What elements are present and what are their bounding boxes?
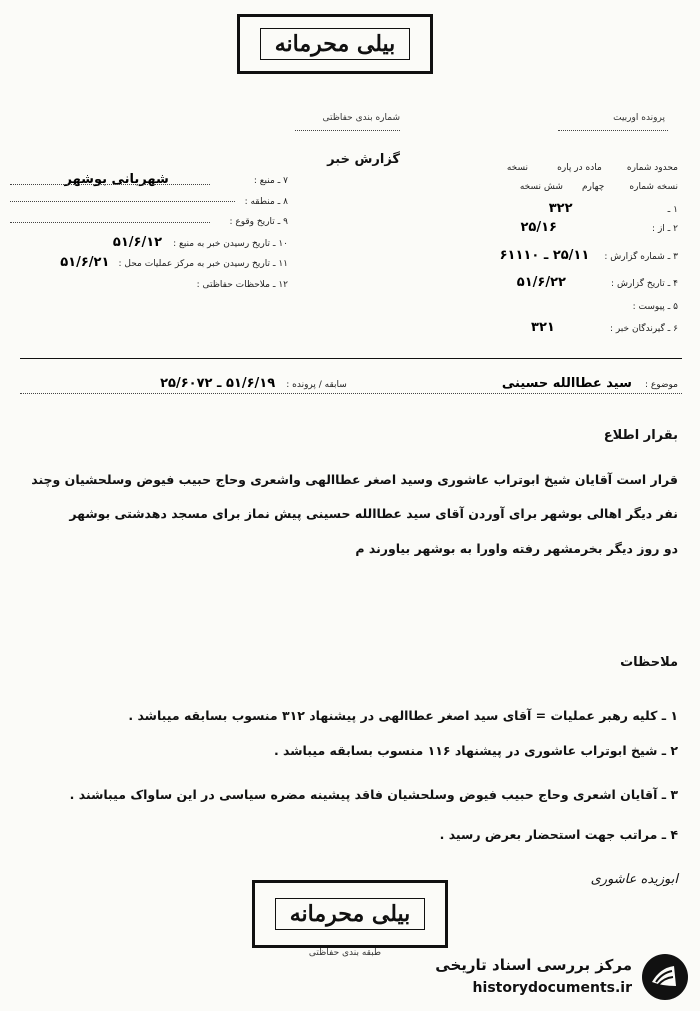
- right-field-label: محدود شماره: [626, 163, 678, 173]
- right-field-value: ماده در پاره: [557, 163, 602, 173]
- right-field-extra: شش نسخه: [519, 182, 563, 192]
- right-field-copy-number: [428, 174, 678, 193]
- classification-stamp-bottom: [252, 880, 448, 948]
- left-field-label: ۱۱ ـ تاریخ رسیدن خبر به مرکز عملیات محل :: [118, 259, 288, 269]
- left-field-label: ۸ ـ منطقه :: [244, 197, 288, 207]
- body-line: قرار است آقایان شیخ ابوتراب عاشوری وسید اصغر عطاالهی واشعری وحاج حبیب فیوض وسلحشیان وچند: [31, 472, 678, 487]
- subject-row: [28, 372, 678, 391]
- right-field-label: ۲ ـ از :: [652, 224, 678, 234]
- left-field-label: ۷ ـ منبع :: [253, 176, 288, 186]
- header-left-small: شماره بندی حفاظتی: [322, 113, 400, 123]
- right-field-recipients: [428, 316, 678, 335]
- left-field-label: ۱۰ ـ تاریخ رسیدن خبر به منبع :: [173, 239, 288, 249]
- signature: ابوزیده عاشوری: [590, 872, 678, 887]
- left-field-date-to-center: [0, 251, 288, 270]
- stamp-top-text: بیلی محرمانه: [260, 28, 411, 60]
- left-field-label: ۹ ـ تاریخ وقوع :: [229, 217, 288, 227]
- book-logo-icon: [640, 952, 690, 1002]
- right-field-copy-limit: [428, 155, 678, 174]
- body-line: دو روز دیگر بخرمشهر رفته واورا به بوشهر بیاورند م: [355, 541, 678, 556]
- right-field-value: ۲۵/۱۱ ـ ۶۱۱۱۰: [499, 248, 590, 263]
- watermark: [420, 950, 692, 1006]
- right-field-extra: نسخه: [506, 163, 529, 173]
- classification-stamp-top: [237, 14, 433, 74]
- left-field-value: ۵۱/۶/۲۱: [60, 255, 110, 270]
- right-field-label: نسخه شماره: [629, 182, 678, 192]
- subject-ref-value: ۵۱/۶/۱۹ ـ ۲۵/۶۰۷۲: [160, 376, 276, 391]
- left-field-date-to-source: [0, 231, 288, 250]
- header-right-small: پرونده اوربیت: [613, 113, 665, 123]
- left-field-dots: [10, 184, 210, 185]
- right-field-label: ۶ ـ گیرندگان خبر :: [609, 324, 678, 334]
- right-field-report-number: [418, 244, 678, 263]
- right-field-report-date: [428, 271, 678, 290]
- stamp-bottom-caption: طبقه بندی حفاظتی: [308, 948, 382, 958]
- body-heading: بقرار اطلاع: [603, 428, 678, 443]
- left-field-dots: [10, 201, 235, 202]
- header-divider: [20, 358, 682, 359]
- note-line: ۴ ـ مراتب جهت استحضار بعرض رسید .: [439, 827, 678, 842]
- left-field-value: ۵۱/۶/۱۲: [112, 235, 163, 250]
- left-field-region: [0, 189, 288, 208]
- subject-underline: [20, 393, 682, 394]
- right-field-value: ۳۲۲: [548, 201, 573, 216]
- right-field-value: چهارم: [581, 182, 605, 192]
- note-line: ۳ ـ آقایان اشعری وحاج حبیب فیوض وسلحشیان فاقد پیشینه مضره سیاسی در این ساواک میباشند .: [69, 787, 678, 802]
- right-field-label: ۴ ـ تاریخ گزارش :: [611, 279, 678, 289]
- right-field-value: ۳۲۱: [531, 320, 555, 335]
- left-field-value: شهربانی بوشهر: [64, 172, 169, 187]
- watermark-url: historydocuments.ir: [472, 980, 632, 996]
- right-field-label: ۵ ـ پیوست :: [632, 302, 678, 312]
- right-field-value: ۵۱/۶/۲۲: [516, 275, 566, 290]
- note-line: ۱ ـ کلیه رهبر عملیات = آقای سید اصغر عطاالهی در پیشنهاد ۳۱۲ منسوب بسابقه میباشد .: [128, 708, 678, 723]
- right-field-label: ۱ ـ: [667, 205, 678, 215]
- left-field-security-notes: [0, 272, 288, 291]
- subject-ref-label: سابقه / پرونده :: [286, 380, 347, 390]
- right-field-label: ۳ ـ شماره گزارش :: [604, 252, 678, 262]
- notes-heading: ملاحظات: [620, 655, 678, 670]
- left-field-date-occurrence: [0, 209, 288, 228]
- report-title: گزارش خبر: [327, 152, 400, 167]
- left-field-dots: [10, 222, 210, 223]
- left-field-label: ۱۲ ـ ملاحظات حفاظتی :: [196, 280, 288, 290]
- subject-label: موضوع :: [644, 380, 678, 390]
- watermark-title: مرکز بررسی اسناد تاریخی: [435, 956, 632, 974]
- right-field-value: ۲۵/۱۶: [520, 220, 557, 235]
- header-left-underline: [295, 130, 400, 131]
- right-field-from: [428, 216, 678, 235]
- subject-value: سید عطاالله حسینی: [501, 376, 632, 391]
- body-line: نفر دیگر اهالی بوشهر برای آوردن آقای سید عطاالله حسینی پیش نماز برای مسجد دهدشتی بوشهر: [69, 506, 678, 521]
- right-field-1: [428, 197, 678, 216]
- note-line: ۲ ـ شیخ ابوتراب عاشوری در پیشنهاد ۱۱۶ منسوب بسابقه میباشد .: [273, 743, 678, 758]
- header-right-underline: [558, 130, 668, 131]
- right-field-attachment: [428, 294, 678, 313]
- stamp-bottom-text: بیلی محرمانه: [275, 898, 426, 930]
